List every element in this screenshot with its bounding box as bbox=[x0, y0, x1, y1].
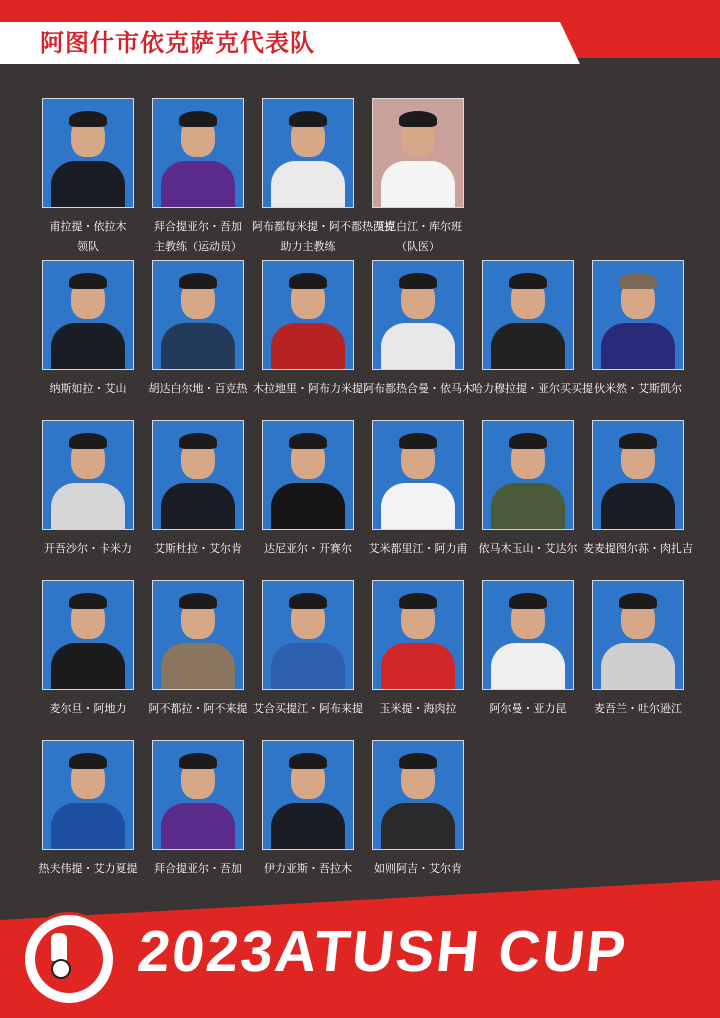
person-name: 麦尔旦・阿地力 bbox=[49, 702, 127, 715]
person-card bbox=[472, 260, 593, 396]
person-card bbox=[142, 420, 254, 556]
person-card bbox=[252, 260, 364, 396]
person-name: 麦麦提图尔荪・肉扎吉 bbox=[583, 542, 693, 555]
person-photo bbox=[42, 420, 134, 530]
person-name: 艾克白江・库尔班 bbox=[374, 220, 462, 233]
person-photo bbox=[372, 740, 464, 850]
person-photo bbox=[42, 580, 134, 690]
person-card bbox=[252, 740, 364, 876]
football-icon bbox=[51, 959, 71, 979]
person-photo bbox=[42, 98, 134, 208]
person-photo bbox=[152, 580, 244, 690]
person-photo bbox=[42, 740, 134, 850]
person-photo bbox=[152, 98, 244, 208]
person-photo bbox=[372, 580, 464, 690]
person-photo bbox=[262, 98, 354, 208]
cup-title: 2023ATUSH CUP bbox=[134, 919, 631, 984]
person-photo bbox=[372, 420, 464, 530]
person-name: 艾斯杜拉・艾尔肯 bbox=[154, 542, 242, 555]
person-photo bbox=[482, 580, 574, 690]
person-name: 阿不都拉・阿不来提 bbox=[148, 702, 248, 715]
person-photo bbox=[482, 260, 574, 370]
person-photo bbox=[152, 260, 244, 370]
person-card bbox=[362, 740, 474, 876]
trophy-icon bbox=[51, 933, 67, 961]
person-card bbox=[472, 420, 584, 556]
person-photo bbox=[152, 740, 244, 850]
person-name: 阿尔曼・亚力昆 bbox=[489, 702, 567, 715]
person-name: 拜合提亚尔・吾加 bbox=[154, 220, 242, 233]
person-card bbox=[472, 580, 584, 716]
person-name: 纳斯如拉・艾山 bbox=[49, 382, 127, 395]
person-role: （队医） bbox=[396, 240, 440, 253]
person-name: 阿布都每米提・阿不都热西提 bbox=[252, 220, 395, 233]
person-card bbox=[362, 98, 474, 254]
person-name: 伙米然・艾斯凯尔 bbox=[594, 382, 682, 395]
person-card bbox=[362, 580, 474, 716]
cup-logo bbox=[22, 912, 116, 1006]
person-photo bbox=[262, 420, 354, 530]
person-photo bbox=[482, 420, 574, 530]
person-photo bbox=[592, 420, 684, 530]
person-card bbox=[142, 98, 254, 254]
person-photo bbox=[262, 580, 354, 690]
person-photo bbox=[592, 260, 684, 370]
person-name: 木拉地里・阿布力米提 bbox=[253, 382, 363, 395]
person-name: 哈力穆拉提・亚尔买买提 bbox=[472, 382, 593, 395]
person-photo bbox=[262, 740, 354, 850]
person-name: 艾米都里江・阿力甫 bbox=[368, 542, 468, 555]
person-name: 拜合提亚尔・吾加 bbox=[154, 862, 242, 875]
person-card bbox=[32, 260, 144, 396]
person-name: 伊力亚斯・吾拉木 bbox=[264, 862, 352, 875]
person-card bbox=[362, 420, 474, 556]
person-name: 甫拉提・依拉木 bbox=[49, 220, 127, 233]
person-photo bbox=[372, 98, 464, 208]
person-role: 主教练（运动员） bbox=[154, 240, 242, 253]
person-name: 阿布都热合曼・依马木 bbox=[363, 382, 473, 395]
person-card bbox=[582, 580, 694, 716]
person-name: 麦吾兰・吐尔逊江 bbox=[594, 702, 682, 715]
person-name: 玉米提・海肉拉 bbox=[379, 702, 457, 715]
person-name: 开吾沙尔・卡米力 bbox=[44, 542, 132, 555]
person-photo bbox=[262, 260, 354, 370]
logo-inner bbox=[35, 925, 103, 993]
person-card bbox=[362, 260, 474, 396]
person-role: 领队 bbox=[77, 240, 99, 253]
person-card bbox=[252, 580, 364, 716]
page-title: 阿图什市依克萨克代表队 bbox=[40, 29, 315, 57]
person-photo bbox=[42, 260, 134, 370]
person-card bbox=[32, 740, 144, 876]
person-card bbox=[32, 580, 144, 716]
person-card bbox=[32, 420, 144, 556]
person-photo bbox=[152, 420, 244, 530]
person-card bbox=[142, 260, 254, 396]
person-card bbox=[142, 580, 254, 716]
person-card bbox=[142, 740, 254, 876]
person-photo bbox=[372, 260, 464, 370]
person-photo bbox=[592, 580, 684, 690]
person-card bbox=[32, 98, 144, 254]
person-name: 胡达白尔地・百克热 bbox=[148, 382, 248, 395]
person-name: 艾合买提江・阿布来提 bbox=[253, 702, 363, 715]
person-card bbox=[582, 260, 694, 396]
person-name: 达尼亚尔・开赛尔 bbox=[264, 542, 352, 555]
person-card bbox=[252, 98, 395, 254]
person-card bbox=[252, 420, 364, 556]
person-name: 热夫伟提・艾力夏提 bbox=[38, 862, 138, 875]
person-role: 助力主教练 bbox=[280, 240, 336, 253]
person-name: 依马木玉山・艾达尔 bbox=[478, 542, 578, 555]
person-card bbox=[582, 420, 694, 556]
person-name: 如则阿吉・艾尔肯 bbox=[374, 862, 462, 875]
